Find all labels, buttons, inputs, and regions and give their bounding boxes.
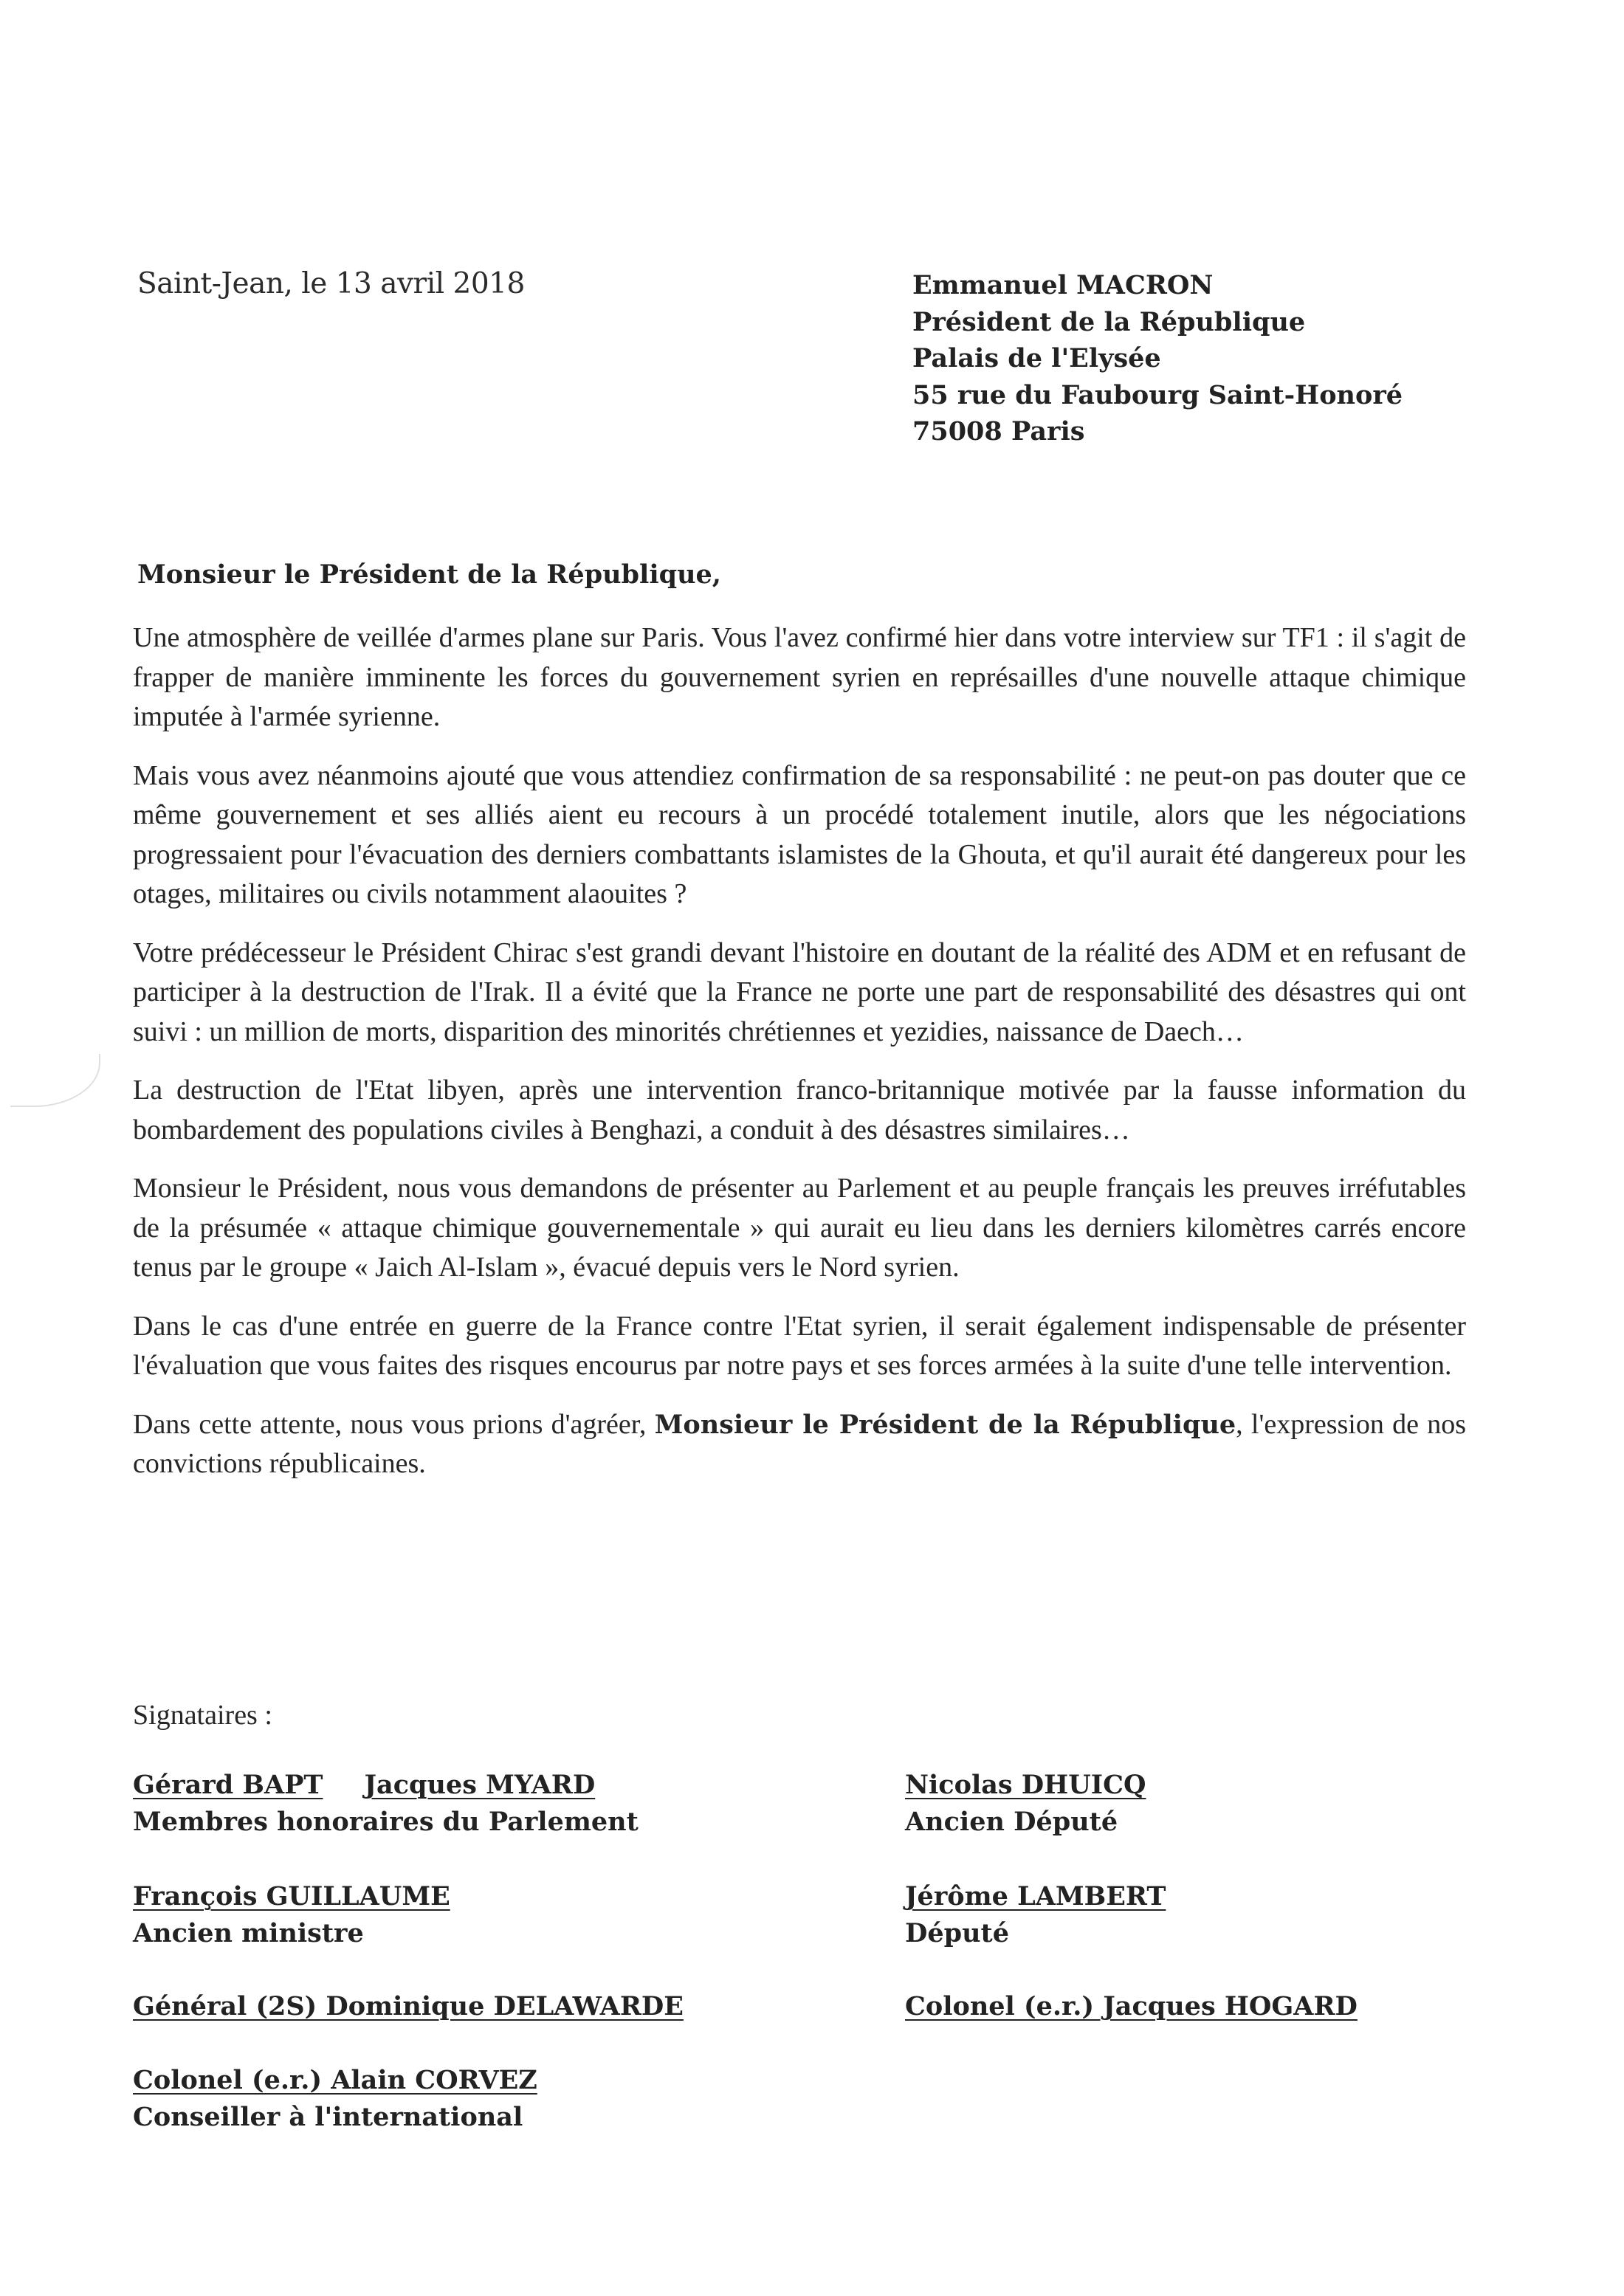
closing-text-start: Dans cette attente, nous vous prions d'agréer, <box>133 1408 655 1440</box>
recipient-address-line-1: Palais de l'Elysée <box>912 343 1161 373</box>
margin-pencil-mark <box>10 1054 100 1107</box>
signatory-corvez <box>133 2062 537 2136</box>
letter-body <box>133 618 1466 1503</box>
paragraph-2: Mais vous avez néanmoins ajouté que vous attendiez confirmation de sa responsabilité : ne peut-on pas douter que ce même gouvernement et ses alliés aient eu recours à un procédé totalement inutile, alors que les négociations progressaient pour l'évacuation des derniers combattants islamistes de la Ghouta, et qu'il aurait été dangereux pour les otages, militaires ou civils notamment alaouites ? <box>133 759 1466 909</box>
paragraph-4: La destruction de l'Etat libyen, après une intervention franco-britannique motivée par la fausse information du bombardement des populations civiles à Benghazi, a conduit à des désastres similaires… <box>133 1075 1466 1145</box>
signatory-role-dhuicq: Ancien Député <box>905 1807 1118 1837</box>
salutation: Monsieur le Président de la République, <box>137 559 721 590</box>
paragraph-3: Votre prédécesseur le Président Chirac s'est grandi devant l'histoire en doutant de la réalité des ADM et en refusant de participer à la destruction de l'Irak. Il a évité que la France ne porte une part de responsabilité des désastres qui ont suivi : un million de morts, disparition des minorités chrétiennes et yezidies, naissance de Daech… <box>133 937 1466 1047</box>
signataires-label: Signataires : <box>133 1700 272 1731</box>
signatory-name-corvez: Colonel (e.r.) Alain CORVEZ <box>133 2065 537 2095</box>
paragraph-1: Une atmosphère de veillée d'armes plane sur Paris. Vous l'avez confirmé hier dans votre interview sur TF1 : il s'agit de frapper de manière imminente les forces du gouvernement syrien en représailles d'une nouvelle attaque chimique imputée à l'armée syrienne. <box>133 622 1466 732</box>
signatory-lambert <box>905 1878 1166 1952</box>
signatory-name-myard: Jacques MYARD <box>364 1770 596 1800</box>
signatory-name-dhuicq: Nicolas DHUICQ <box>905 1770 1146 1800</box>
signatory-role-lambert: Député <box>905 1918 1009 1948</box>
signatory-name-guillaume: François GUILLAUME <box>133 1881 450 1911</box>
recipient-city: 75008 Paris <box>912 416 1085 447</box>
signatory-role-corvez: Conseiller à l'international <box>133 2102 523 2132</box>
recipient-address-block <box>912 267 1403 450</box>
closing-text-end: , l'expression de nos convictions républicaines. <box>133 1408 1466 1479</box>
signatory-delawarde <box>133 1988 684 2025</box>
paragraph-6: Dans le cas d'une entrée en guerre de la France contre l'Etat syrien, il serait également indispensable de présenter l'évaluation que vous faites des risques encourus par notre pays et ses forces armées à la suite d'une telle intervention. <box>133 1310 1466 1381</box>
signatory-hogard <box>905 1988 1358 2025</box>
signatory-guillaume <box>133 1878 450 1952</box>
recipient-name: Emmanuel MACRON <box>912 270 1214 300</box>
recipient-address-line-2: 55 rue du Faubourg Saint-Honoré <box>912 379 1403 410</box>
signatory-role-bapt-myard: Membres honoraires du Parlement <box>133 1807 639 1837</box>
signatory-name-lambert: Jérôme LAMBERT <box>905 1881 1166 1911</box>
signatory-name-delawarde: Général (2S) Dominique DELAWARDE <box>133 1991 684 2021</box>
signatory-name-bapt: Gérard BAPT <box>133 1770 323 1800</box>
place-date: Saint-Jean, le 13 avril 2018 <box>137 267 525 300</box>
paragraph-5: Monsieur le Président, nous vous demandons de présenter au Parlement et au peuple français les preuves irréfutables de la présumée « attaque chimique gouvernementale » qui aurait eu lieu dans les derniers kilomètres carrés encore tenus par le groupe « Jaich Al-Islam », évacué depuis vers le Nord syrien. <box>133 1173 1466 1283</box>
closing-paragraph <box>133 1405 1466 1484</box>
signatory-dhuicq <box>905 1767 1146 1841</box>
closing-bold-title: Monsieur le Président de la République <box>654 1409 1236 1440</box>
signatory-bapt-myard <box>133 1767 639 1841</box>
recipient-title: Président de la République <box>912 306 1306 337</box>
signatory-name-hogard: Colonel (e.r.) Jacques HOGARD <box>905 1991 1358 2021</box>
signatory-role-guillaume: Ancien ministre <box>133 1918 364 1948</box>
